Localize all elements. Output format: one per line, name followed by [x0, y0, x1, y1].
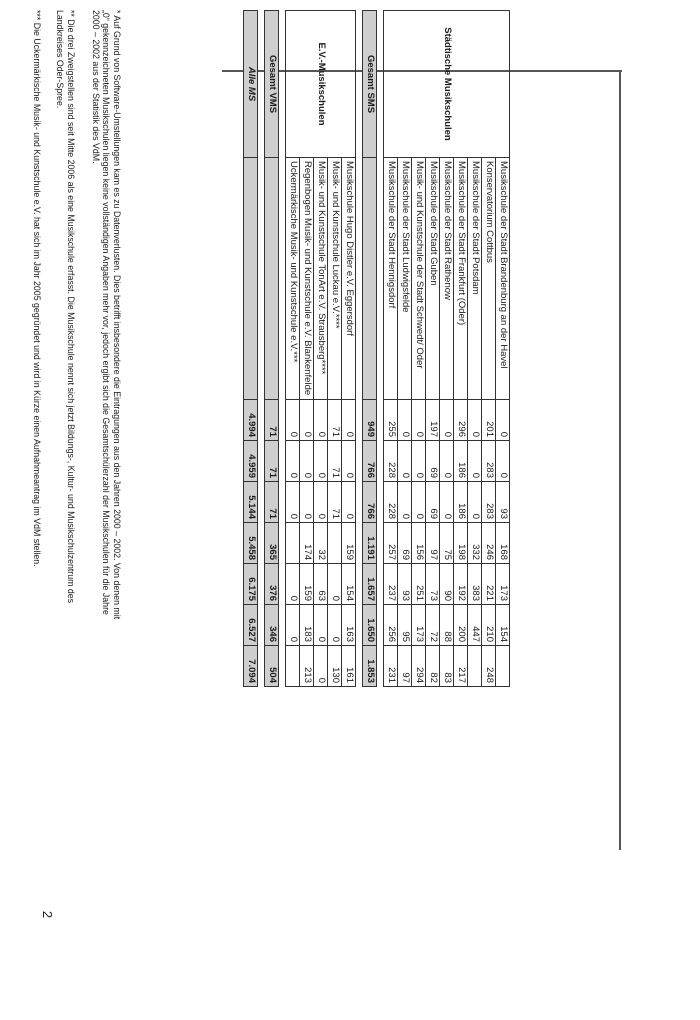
- value-cell: 82: [426, 646, 440, 687]
- subtotal-value: 504: [265, 646, 279, 687]
- footnote-3: *** Die Uckermärkische Musik- und Kunstschule e.V. hat sich im Jahr 2005 gegründet und wird in Kürze einen Aufnahmeantrag im VdM stellen.: [32, 10, 42, 567]
- value-cell: 192: [454, 564, 468, 605]
- value-cell: 228: [384, 482, 398, 523]
- value-cell: 183: [300, 605, 314, 646]
- value-cell: 0: [412, 441, 426, 482]
- grand-total-value: 4.959: [244, 441, 258, 482]
- value-cell: 0: [440, 400, 454, 441]
- value-cell: 0: [300, 482, 314, 523]
- value-cell: 69: [426, 441, 440, 482]
- value-cell: [328, 523, 342, 564]
- value-cell: 69: [426, 482, 440, 523]
- subtotal-value: 71: [265, 482, 279, 523]
- value-cell: 201: [482, 400, 496, 441]
- value-cell: [496, 646, 510, 687]
- value-cell: 251: [412, 564, 426, 605]
- value-cell: 186: [454, 441, 468, 482]
- value-cell: 0: [300, 441, 314, 482]
- value-cell: 0: [496, 400, 510, 441]
- value-cell: 332: [468, 523, 482, 564]
- value-cell: 63: [314, 564, 328, 605]
- grand-total-value: 7.094: [244, 646, 258, 687]
- value-cell: 256: [384, 605, 398, 646]
- subtotal-value: 949: [363, 400, 377, 441]
- value-cell: 174: [300, 523, 314, 564]
- value-cell: 0: [300, 400, 314, 441]
- value-cell: 228: [384, 441, 398, 482]
- school-name: Musikschule Hugo Distler e.V. Eggersdorf: [342, 158, 356, 400]
- subtotal-value: 365: [265, 523, 279, 564]
- value-cell: 0: [496, 441, 510, 482]
- value-cell: 294: [412, 646, 426, 687]
- subtotal-value: 346: [265, 605, 279, 646]
- value-cell: 0: [468, 400, 482, 441]
- subtotal-value: 1.191: [363, 523, 377, 564]
- value-cell: 93: [398, 564, 412, 605]
- subtotal-name-cell: [363, 158, 377, 400]
- school-name: Musikschule der Stadt Rathenow: [440, 158, 454, 400]
- value-cell: 0: [314, 482, 328, 523]
- value-cell: 71: [328, 482, 342, 523]
- school-name: Musik- und Kunstschule TonArt e.V. Strausberg****: [314, 158, 328, 400]
- table-row: [496, 11, 510, 687]
- table-row: [342, 11, 356, 687]
- spacer-cell: [258, 11, 265, 687]
- value-cell: 159: [342, 523, 356, 564]
- value-cell: 71: [328, 441, 342, 482]
- value-cell: 168: [496, 523, 510, 564]
- value-cell: 0: [342, 482, 356, 523]
- value-cell: 0: [328, 564, 342, 605]
- value-cell: 283: [482, 482, 496, 523]
- school-name: Musikschule der Stadt Guben: [426, 158, 440, 400]
- grand-total-name-cell: [244, 158, 258, 400]
- scan-rule-side: [619, 70, 621, 850]
- spacer-row: [258, 11, 265, 687]
- subtotal-row: [265, 11, 279, 687]
- value-cell: 173: [496, 564, 510, 605]
- subtotal-value: 71: [265, 441, 279, 482]
- subtotal-value: 766: [363, 482, 377, 523]
- value-cell: 0: [286, 482, 300, 523]
- value-cell: [286, 646, 300, 687]
- footnote-2: ** Die drei Zweigstellen sind seit Mitte 2006 als eine Musikschule erfasst. Die Musikschule nennt sich jetzt Bildungs-, Kultur- und Musikschulzentrum des Landkreises Oder-Spree.: [55, 10, 76, 604]
- value-cell: 163: [342, 605, 356, 646]
- group-label: Städtische Musikschulen: [384, 11, 510, 158]
- value-cell: 97: [426, 523, 440, 564]
- subtotal-value: 766: [363, 441, 377, 482]
- value-cell: 0: [468, 441, 482, 482]
- school-name: Musikschule der Stadt Brandenburg an der Havel: [496, 158, 510, 400]
- value-cell: 198: [454, 523, 468, 564]
- value-cell: 130: [328, 646, 342, 687]
- value-cell: 161: [342, 646, 356, 687]
- value-cell: 95: [398, 605, 412, 646]
- spacer-cell: [377, 11, 384, 687]
- subtotal-value: 71: [265, 400, 279, 441]
- value-cell: 173: [412, 605, 426, 646]
- value-cell: 255: [384, 400, 398, 441]
- value-cell: 0: [412, 482, 426, 523]
- value-cell: 0: [314, 441, 328, 482]
- value-cell: 0: [398, 482, 412, 523]
- student-numbers-table: [243, 10, 510, 687]
- value-cell: 186: [454, 482, 468, 523]
- table-body: [244, 11, 510, 687]
- grand-total-value: 5.458: [244, 523, 258, 564]
- value-cell: 0: [314, 400, 328, 441]
- value-cell: 0: [314, 646, 328, 687]
- value-cell: 296: [454, 400, 468, 441]
- value-cell: [468, 646, 482, 687]
- value-cell: 156: [412, 523, 426, 564]
- value-cell: 0: [412, 400, 426, 441]
- school-name: Uckermärkische Musik- und Kunstschule e.V.***: [286, 158, 300, 400]
- value-cell: 0: [468, 482, 482, 523]
- value-cell: 71: [328, 400, 342, 441]
- subtotal-row: [363, 11, 377, 687]
- value-cell: 447: [468, 605, 482, 646]
- subtotal-value: 376: [265, 564, 279, 605]
- subtotal-value: 1.657: [363, 564, 377, 605]
- school-name: Regenbogen Musik- und Kunstschule e.V. Blankenfelde: [300, 158, 314, 400]
- value-cell: 83: [440, 646, 454, 687]
- value-cell: 0: [342, 441, 356, 482]
- value-cell: 221: [482, 564, 496, 605]
- value-cell: 257: [384, 523, 398, 564]
- group-label: E.V.-Musikschulen: [286, 11, 356, 158]
- spacer-row: [279, 11, 286, 687]
- value-cell: 88: [440, 605, 454, 646]
- value-cell: 237: [384, 564, 398, 605]
- school-name: Musikschule der Stadt Hennigsdorf: [384, 158, 398, 400]
- school-name: Musik- und Kunstschule der Stadt Schwedt/ Oder: [412, 158, 426, 400]
- value-cell: 73: [426, 564, 440, 605]
- value-cell: 0: [286, 564, 300, 605]
- value-cell: 0: [342, 400, 356, 441]
- value-cell: 210: [482, 605, 496, 646]
- spacer-row: [356, 11, 363, 687]
- value-cell: 0: [440, 441, 454, 482]
- value-cell: 383: [468, 564, 482, 605]
- grand-total-value: 5.144: [244, 482, 258, 523]
- value-cell: 0: [286, 441, 300, 482]
- school-name: Musikschule der Stadt Ludwigsfelde: [398, 158, 412, 400]
- grand-total-value: 6.527: [244, 605, 258, 646]
- subtotal-name-cell: [265, 158, 279, 400]
- value-cell: 197: [426, 400, 440, 441]
- value-cell: 248: [482, 646, 496, 687]
- grand-total-row: [244, 11, 258, 687]
- spacer-cell: [279, 11, 286, 687]
- school-name: Musik- und Kunstschule Luckau e.V.****: [328, 158, 342, 400]
- subtotal-label: Gesamt VMS: [265, 11, 279, 158]
- value-cell: 0: [398, 400, 412, 441]
- subtotal-value: 1.650: [363, 605, 377, 646]
- value-cell: 72: [426, 605, 440, 646]
- spacer-cell: [356, 11, 363, 687]
- value-cell: 75: [440, 523, 454, 564]
- value-cell: 0: [314, 605, 328, 646]
- school-name: Musikschule der Stadt Potsdam: [468, 158, 482, 400]
- value-cell: 0: [286, 400, 300, 441]
- value-cell: 0: [328, 605, 342, 646]
- grand-total-value: 6.175: [244, 564, 258, 605]
- value-cell: 231: [384, 646, 398, 687]
- value-cell: 246: [482, 523, 496, 564]
- value-cell: 0: [286, 605, 300, 646]
- subtotal-label: Gesamt SMS: [363, 11, 377, 158]
- value-cell: 159: [300, 564, 314, 605]
- school-name: Musikschule der Stadt Frankfurt (Oder): [454, 158, 468, 400]
- value-cell: 154: [342, 564, 356, 605]
- value-cell: 32: [314, 523, 328, 564]
- value-cell: 0: [440, 482, 454, 523]
- value-cell: 93: [496, 482, 510, 523]
- value-cell: 0: [398, 441, 412, 482]
- value-cell: 154: [496, 605, 510, 646]
- subtotal-value: 1.853: [363, 646, 377, 687]
- value-cell: 97: [398, 646, 412, 687]
- value-cell: 90: [440, 564, 454, 605]
- school-name: Konservatorium Cottbus: [482, 158, 496, 400]
- value-cell: 213: [300, 646, 314, 687]
- grand-total-label: Alle MS: [244, 11, 258, 158]
- value-cell: 69: [398, 523, 412, 564]
- page-number: 2: [40, 910, 56, 919]
- value-cell: 283: [482, 441, 496, 482]
- value-cell: [286, 523, 300, 564]
- value-cell: 217: [454, 646, 468, 687]
- spacer-row: [377, 11, 384, 687]
- footnote-1: * Auf Grund von Software-Umstellungen kam es zu Datenverlusten. Dies betrifft insbesondere die Eintragungen aus den Jahren 2000 – 2002. Von denen mit „0“ gekennzeichneten Musikschulen liegen keine vollständigen Angaben mehr vor, jedoch ergibt sich die Gesamtschülerzahl der Musikschulen für die Jahre 2000 – 2002 aus der Statistik des VdM.: [90, 10, 122, 620]
- value-cell: 200: [454, 605, 468, 646]
- grand-total-value: 4.994: [244, 400, 258, 441]
